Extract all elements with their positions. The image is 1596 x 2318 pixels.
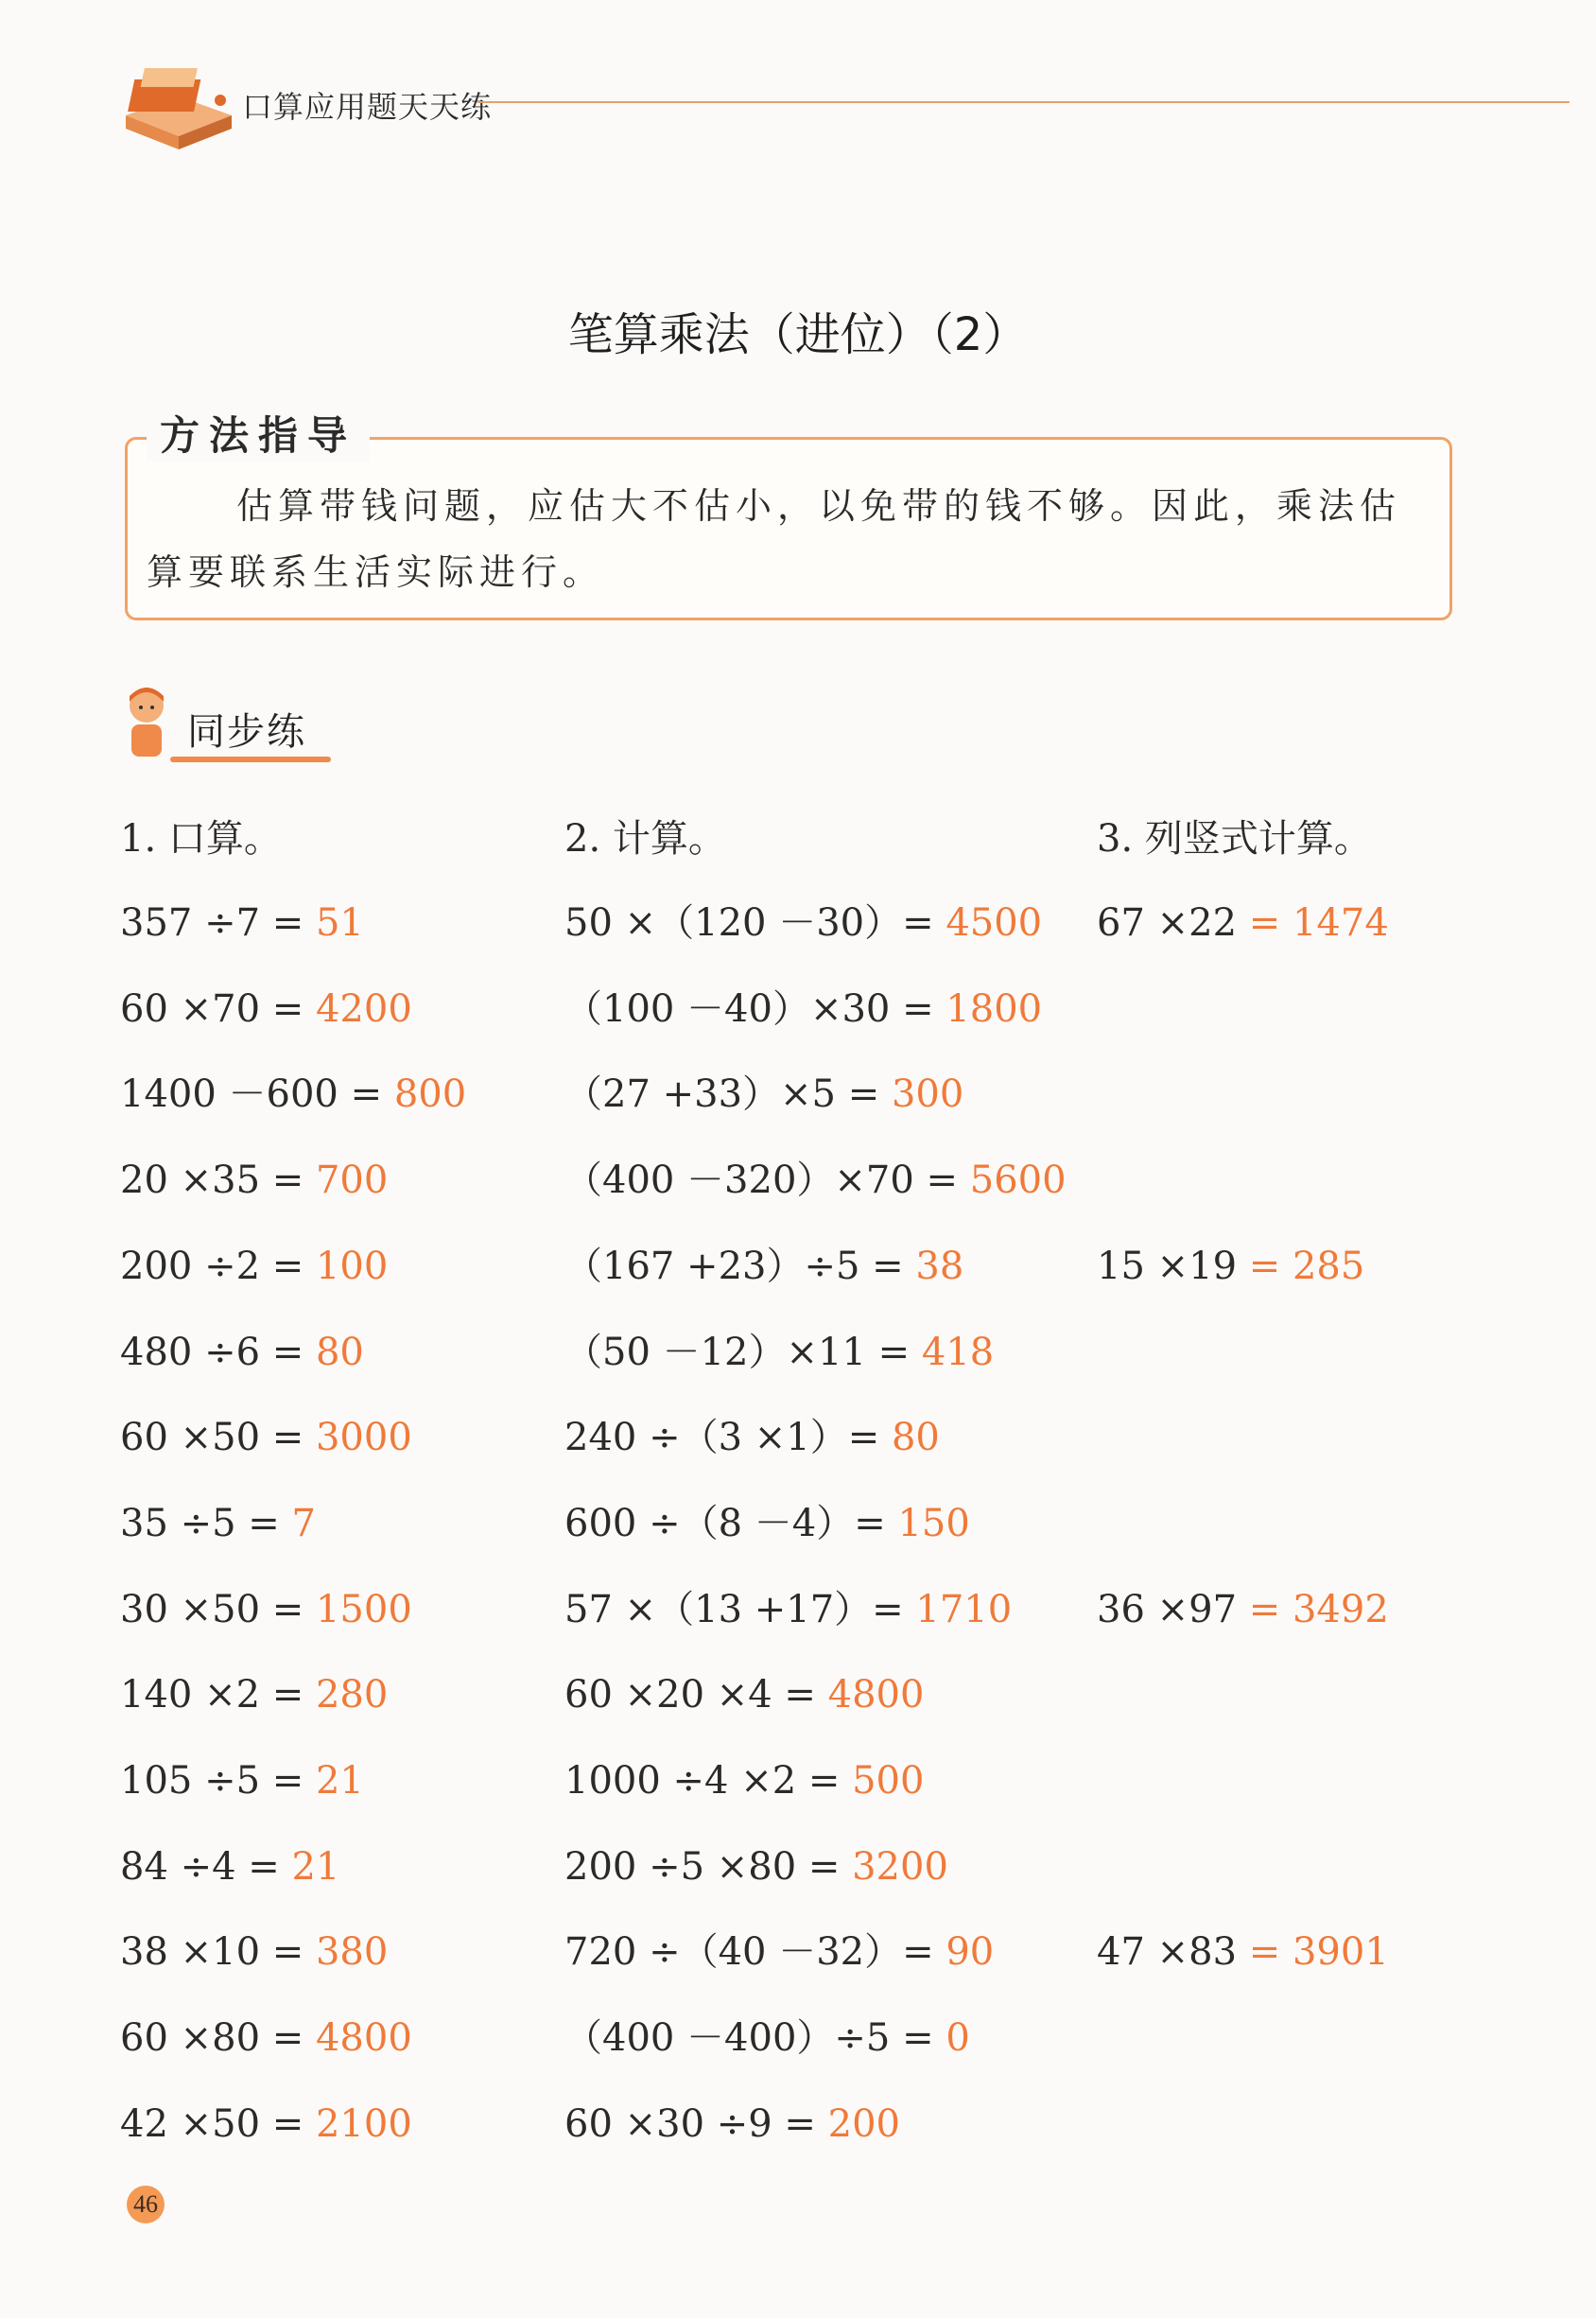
equation-question: 1400 －600 =: [120, 1072, 383, 1116]
equation-answer: 380: [315, 1930, 389, 1974]
equation-answer: 38: [915, 1245, 964, 1288]
equation-row: [564, 1758, 924, 1804]
equation-question: （50 －12）×11 =: [564, 1331, 911, 1374]
page-number: 46: [127, 2186, 165, 2223]
equation-row: [120, 1244, 388, 1289]
equation-question: 50 ×（120 －30）=: [564, 901, 934, 945]
section-heading-vertical: 3. 列竖式计算。: [1097, 817, 1372, 861]
equation-question: 30 ×50 =: [120, 1588, 304, 1631]
equation-question: 36 ×97: [1097, 1588, 1238, 1631]
equation-row: [564, 1929, 994, 1975]
equation-answer: 21: [315, 1759, 364, 1803]
equation-question: 38 ×10 =: [120, 1930, 304, 1974]
equation-row: [564, 1330, 994, 1375]
equation-question: 140 ×2 =: [120, 1673, 304, 1717]
equation-question: 47 ×83: [1097, 1930, 1238, 1974]
equation-question: 60 ×20 ×4 =: [564, 1673, 816, 1717]
equation-answer: 1500: [315, 1588, 412, 1631]
equation-answer: = 3901: [1248, 1930, 1389, 1974]
equation-answer: 150: [897, 1502, 970, 1545]
equation-question: 60 ×70 =: [120, 987, 304, 1031]
equation-row: [564, 1501, 970, 1546]
equation-question: 1000 ÷4 ×2 =: [564, 1759, 841, 1803]
equation-answer: 1710: [915, 1588, 1013, 1631]
equation-answer: 4200: [315, 987, 412, 1031]
equation-answer: 80: [891, 1416, 940, 1459]
equation-answer: 7: [291, 1502, 316, 1545]
sync-underline: [170, 757, 331, 762]
equation-answer: 418: [921, 1331, 995, 1374]
sync-label: 同步练: [187, 710, 306, 754]
equation-answer: 280: [315, 1673, 389, 1717]
equation-answer: 51: [315, 901, 364, 945]
equation-row: [120, 1758, 364, 1804]
equation-answer: = 285: [1248, 1245, 1365, 1288]
equation-row: [120, 900, 364, 946]
equation-question: 60 ×50 =: [120, 1416, 304, 1459]
equation-question: 67 ×22: [1097, 901, 1238, 945]
equation-answer: 1800: [945, 987, 1043, 1031]
equation-row: [120, 1844, 339, 1890]
equation-answer: 700: [315, 1159, 389, 1202]
equation-question: 84 ÷4 =: [120, 1845, 280, 1889]
equation-answer: 4800: [827, 1673, 925, 1717]
equation-answer: 800: [393, 1072, 467, 1116]
method-text: [147, 473, 1437, 605]
equation-answer: 3200: [852, 1845, 948, 1889]
equation-row: [564, 1672, 924, 1717]
equation-answer: 21: [291, 1845, 340, 1889]
equation-question: 35 ÷5 =: [120, 1502, 280, 1545]
equation-question: 105 ÷5 =: [120, 1759, 304, 1803]
equation-question: 200 ÷5 ×80 =: [564, 1845, 841, 1889]
equation-question: 480 ÷6 =: [120, 1331, 304, 1374]
equation-row: [120, 986, 412, 1032]
equation-row: [564, 1844, 948, 1890]
equation-row: [120, 1415, 412, 1460]
books-logo-icon: [118, 59, 239, 153]
equation-row: [564, 1415, 940, 1460]
equation-question: 20 ×35 =: [120, 1159, 304, 1202]
equation-answer: = 1474: [1248, 901, 1389, 945]
equation-question: 60 ×80 =: [120, 2016, 304, 2060]
method-label: 方法指导: [147, 405, 370, 462]
equation-question: （400 －400）÷5 =: [564, 2016, 934, 2060]
equation-question: 357 ÷7 =: [120, 901, 304, 945]
equation-row: [564, 2015, 970, 2061]
equation-question: （100 －40）×30 =: [564, 987, 934, 1031]
equation-question: 42 ×50 =: [120, 2102, 304, 2146]
equation-answer: 3000: [315, 1416, 412, 1459]
equation-row: [120, 1072, 466, 1117]
equation-answer: 500: [852, 1759, 925, 1803]
equation-question: （27 +33）×5 =: [564, 1072, 880, 1116]
equation-row: [564, 1158, 1067, 1203]
equation-row: [564, 1244, 963, 1289]
equation-question: （400 －320）×70 =: [564, 1159, 959, 1202]
equation-answer: 100: [315, 1245, 389, 1288]
equation-row: [564, 1072, 963, 1117]
equation-row: [120, 1672, 388, 1717]
method-text-content: 估算带钱问题，应估大不估小，以免带的钱不够。因此，乘法估算要联系生活实际进行。: [147, 485, 1402, 593]
equation-row: [564, 2101, 900, 2147]
equation-question: 720 ÷（40 －32）=: [564, 1930, 934, 1974]
equation-question: 57 ×（13 +17）=: [564, 1588, 904, 1631]
equation-answer: 80: [315, 1331, 364, 1374]
equation-question: （167 +23）÷5 =: [564, 1245, 904, 1288]
equation-row: [120, 2101, 412, 2147]
equation-answer: 4500: [945, 901, 1043, 945]
equation-row: [1097, 900, 1389, 946]
equation-answer: 200: [827, 2102, 901, 2146]
equation-row: [120, 1330, 364, 1375]
equation-answer: 90: [945, 1930, 995, 1974]
equation-question: 240 ÷（3 ×1）=: [564, 1416, 880, 1459]
section-heading-mental: 1. 口算。: [120, 817, 282, 861]
equation-row: [120, 1501, 316, 1546]
equation-question: 200 ÷2 =: [120, 1245, 304, 1288]
equation-row: [1097, 1587, 1389, 1632]
equation-row: [564, 986, 1042, 1032]
equation-row: [564, 1587, 1012, 1632]
equation-row: [1097, 1929, 1389, 1975]
equation-row: [120, 2015, 412, 2061]
child-avatar-icon: [118, 683, 175, 768]
equation-answer: 4800: [315, 2016, 412, 2060]
section-heading-compute: 2. 计算。: [564, 817, 726, 861]
equation-question: 15 ×19: [1097, 1245, 1238, 1288]
equation-question: 600 ÷（8 －4）=: [564, 1502, 886, 1545]
page-title: 笔算乘法（进位）（2）: [567, 308, 1029, 361]
equation-row: [1097, 1244, 1364, 1289]
equation-answer: 300: [891, 1072, 964, 1116]
equation-answer: 0: [945, 2016, 970, 2060]
equation-answer: = 3492: [1248, 1588, 1389, 1631]
header-rule: [477, 101, 1570, 103]
equation-answer: 5600: [969, 1159, 1067, 1202]
equation-answer: 2100: [315, 2102, 412, 2146]
equation-row: [564, 900, 1042, 946]
header-title: 口算应用题天天练: [242, 89, 493, 125]
equation-row: [120, 1929, 388, 1975]
equation-row: [120, 1587, 412, 1632]
equation-question: 60 ×30 ÷9 =: [564, 2102, 816, 2146]
equation-row: [120, 1158, 388, 1203]
